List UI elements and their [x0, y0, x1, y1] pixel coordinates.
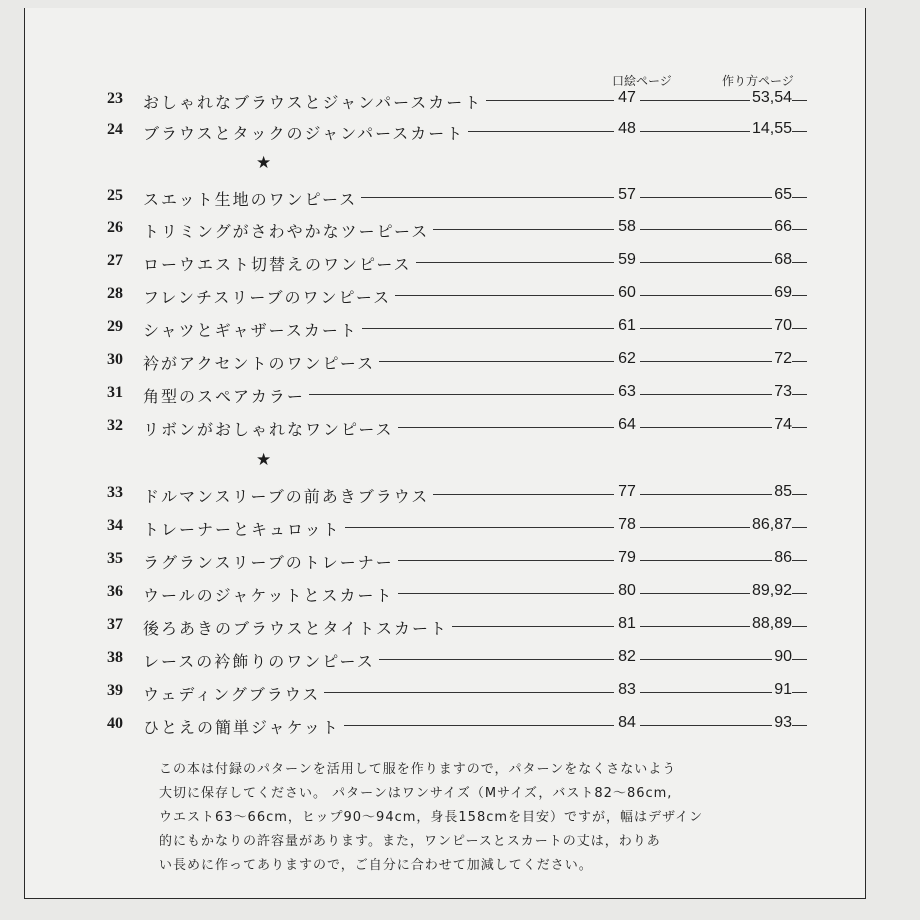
instructions-page-number: 91 — [774, 681, 792, 698]
entry-title: リボンがおしゃれなワンピース — [143, 417, 398, 440]
illustration-page-number: 58 — [614, 218, 640, 236]
toc-entry — [25, 250, 865, 274]
entry-number: 23 — [107, 90, 123, 107]
entry-title: ドルマンスリーブの前あきブラウス — [143, 484, 433, 507]
illustration-page-number: 48 — [614, 120, 640, 138]
instructions-page-number: 65 — [774, 186, 792, 203]
instructions-page-number: 89,92 — [751, 582, 792, 599]
illustration-page-number: 60 — [614, 284, 640, 302]
entry-number: 38 — [107, 649, 123, 666]
entry-title: ウールのジャケットとスカート — [143, 583, 398, 606]
entry-title: おしゃれなブラウスとジャンパースカート — [143, 90, 486, 113]
entry-title: シャツとギャザースカート — [143, 318, 362, 341]
illustration-page-number: 81 — [614, 615, 640, 633]
entry-number: 36 — [107, 583, 123, 600]
entry-title: ひとえの簡単ジャケット — [143, 715, 344, 738]
toc-entry — [25, 316, 865, 340]
toc-entry — [25, 415, 865, 439]
pattern-note — [159, 758, 729, 878]
instructions-page-number: 74 — [774, 416, 792, 433]
toc-entry — [25, 283, 865, 307]
toc-entry — [25, 614, 865, 638]
toc-entry — [25, 119, 865, 143]
toc-entry — [25, 548, 865, 572]
entry-title: トレーナーとキュロット — [143, 517, 345, 540]
entry-title: ウェディングブラウス — [143, 682, 324, 705]
entry-number: 34 — [107, 517, 123, 534]
entry-number: 31 — [107, 384, 123, 401]
instructions-page-number: 73 — [774, 383, 792, 400]
toc-entry — [25, 515, 865, 539]
instructions-page-number: 85 — [774, 483, 792, 500]
illustration-page-number: 61 — [614, 317, 640, 335]
instructions-page-number: 69 — [774, 284, 792, 301]
entry-number: 29 — [107, 318, 123, 335]
illustration-page-number: 83 — [614, 681, 640, 699]
illustration-page-number: 82 — [614, 648, 640, 666]
illustration-page-number: 79 — [614, 549, 640, 567]
illustration-page-number: 47 — [614, 89, 640, 107]
entry-number: 35 — [107, 550, 123, 567]
note-line: 大切に保存してください。 パターンはワンサイズ（Mサイズ，バスト82～86cm, — [159, 786, 673, 801]
instructions-page-number: 88,89 — [751, 615, 792, 632]
entry-number: 26 — [107, 219, 123, 236]
instructions-page-number: 86 — [774, 549, 792, 566]
entry-title: ローウエスト切替えのワンピース — [143, 252, 416, 275]
note-line: この本は付録のパターンを活用して服を作りますので，パターンをなくさないよう — [159, 762, 677, 777]
illustration-page-number: 64 — [614, 416, 640, 434]
entry-title: レースの衿飾りのワンピース — [143, 649, 379, 672]
entry-title: 衿がアクセントのワンピース — [143, 351, 379, 374]
section-star-separator: ★ — [256, 450, 272, 470]
entry-title: ラグランスリーブのトレーナー — [143, 550, 398, 573]
entry-number: 24 — [107, 121, 123, 138]
toc-entry — [25, 647, 865, 671]
instructions-page-number: 53,54 — [751, 89, 792, 106]
toc-entry — [25, 713, 865, 737]
instructions-page-number: 70 — [774, 317, 792, 334]
instructions-page-number: 14,55 — [751, 120, 792, 137]
illustration-page-number: 63 — [614, 383, 640, 401]
instructions-page-number: 90 — [774, 648, 792, 665]
entry-number: 32 — [107, 417, 123, 434]
toc-entry — [25, 382, 865, 406]
note-line: ウエスト63～66cm，ヒップ90～94cm，身長158cmを目安）ですが，幅はデザイン — [159, 810, 704, 825]
entry-number: 37 — [107, 616, 123, 633]
entry-number: 39 — [107, 682, 123, 699]
entry-title: トリミングがさわやかなツーピース — [143, 219, 433, 242]
illustration-page-number: 78 — [614, 516, 640, 534]
entry-number: 25 — [107, 187, 123, 204]
note-line: い長めに作ってありますので，ご自分に合わせて加減してください。 — [159, 858, 593, 873]
instructions-page-number: 68 — [774, 251, 792, 268]
instructions-page-number: 66 — [774, 218, 792, 235]
header-illustration-page: 口絵ページ — [612, 74, 672, 88]
entry-number: 30 — [107, 351, 123, 368]
entry-number: 40 — [107, 715, 123, 732]
instructions-page-number: 93 — [774, 714, 792, 731]
illustration-page-number: 62 — [614, 350, 640, 368]
entry-title: 後ろあきのブラウスとタイトスカート — [143, 616, 452, 639]
instructions-page-number: 86,87 — [751, 516, 792, 533]
toc-entry — [25, 680, 865, 704]
toc-entry — [25, 482, 865, 506]
instructions-page-number: 72 — [774, 350, 792, 367]
header-instructions-page: 作り方ページ — [722, 74, 794, 88]
entry-title: フレンチスリーブのワンピース — [143, 285, 395, 308]
entry-title: スエット生地のワンピース — [143, 187, 361, 210]
toc-entry — [25, 88, 865, 112]
illustration-page-number: 80 — [614, 582, 640, 600]
entry-number: 28 — [107, 285, 123, 302]
illustration-page-number: 84 — [614, 714, 640, 732]
entry-title: 角型のスペアカラー — [143, 384, 309, 407]
illustration-page-number: 59 — [614, 251, 640, 269]
toc-entry — [25, 581, 865, 605]
illustration-page-number: 77 — [614, 483, 640, 501]
toc-entry — [25, 217, 865, 241]
entry-number: 27 — [107, 252, 123, 269]
illustration-page-number: 57 — [614, 186, 640, 204]
entry-title: ブラウスとタックのジャンパースカート — [143, 121, 468, 144]
toc-entry — [25, 185, 865, 209]
section-star-separator: ★ — [256, 153, 272, 173]
note-line: 的にもかなりの許容量があります。また，ワンピースとスカートの丈は，わりあ — [159, 834, 661, 849]
toc-page — [24, 8, 866, 899]
entry-number: 33 — [107, 484, 123, 501]
toc-entry — [25, 349, 865, 373]
